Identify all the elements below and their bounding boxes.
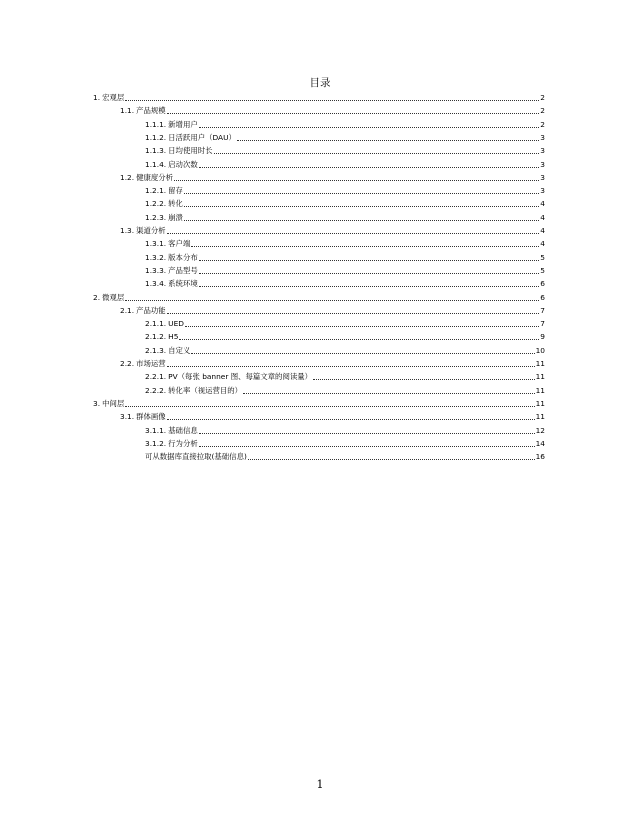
toc-entry-number: 1.1.4. xyxy=(145,159,167,169)
toc-entry-1-2[interactable] xyxy=(120,170,545,183)
toc-entry-label: 基础信息 xyxy=(168,425,198,435)
toc-entry-page: 7 xyxy=(540,305,545,315)
dot-leader xyxy=(199,273,540,274)
toc-entry-label: 产品型号 xyxy=(168,265,198,275)
toc-entry-page: 3 xyxy=(540,186,545,196)
toc-entry-label: 客户端 xyxy=(168,239,191,249)
toc-entry-number: 2.1.3. xyxy=(145,345,167,355)
toc-entry-label: 日活跃用户（DAU） xyxy=(168,132,236,142)
toc-entry-number: 1.2. xyxy=(120,172,135,182)
toc-entry-number: 1.3.3. xyxy=(145,265,167,275)
toc-entry-number: 1.1.3. xyxy=(145,146,167,156)
dot-leader xyxy=(199,167,540,168)
toc-entry-label: 健康度分析 xyxy=(136,172,174,182)
toc-entry-page: 9 xyxy=(540,332,545,342)
dot-leader xyxy=(313,379,535,380)
toc-entry-number: 3.1.1. xyxy=(145,425,167,435)
dot-leader xyxy=(167,233,540,234)
dot-leader xyxy=(167,366,535,367)
dot-leader xyxy=(243,393,535,394)
toc-entry-number: 1.1.1. xyxy=(145,119,167,129)
toc-entry-label: 产品规模 xyxy=(136,106,166,116)
toc-entry-1-1-3[interactable] xyxy=(145,143,545,156)
toc-entry-label: 留存 xyxy=(168,186,183,196)
dot-leader xyxy=(199,446,535,447)
toc-entry-label: 版本分布 xyxy=(168,252,198,262)
dot-leader xyxy=(191,353,534,354)
toc-entry-number: 1.3.4. xyxy=(145,279,167,289)
toc-entry-page: 3 xyxy=(540,146,545,156)
toc-entry-label: 中间层 xyxy=(102,398,125,408)
toc-entry-2-2-1[interactable] xyxy=(145,369,545,382)
toc-entry-page: 7 xyxy=(540,319,545,329)
toc-entry-3[interactable] xyxy=(93,396,545,409)
toc-entry-number: 2.2.2. xyxy=(145,385,167,395)
toc-entry-page: 11 xyxy=(535,385,545,395)
toc-entry-2-1-2[interactable] xyxy=(145,329,545,342)
toc-entry-1-1-1[interactable] xyxy=(145,117,545,130)
toc-entry-page: 11 xyxy=(535,372,545,382)
toc-entry-page: 11 xyxy=(535,398,545,408)
toc-entry-page: 11 xyxy=(535,359,545,368)
toc-entry-label: 启动次数 xyxy=(168,159,198,169)
dot-leader xyxy=(179,339,539,340)
toc-entry-1-1[interactable] xyxy=(120,103,545,116)
toc-entry-number: 1.2.1. xyxy=(145,186,167,196)
toc-title: 目录 xyxy=(309,77,331,89)
toc-entry-1-2-3[interactable] xyxy=(145,210,545,223)
dot-leader xyxy=(125,100,539,101)
toc-entry-2-2[interactable] xyxy=(120,356,545,369)
toc-entry-3-1[interactable] xyxy=(120,409,545,422)
toc-entry-page: 2 xyxy=(540,106,545,116)
dot-leader xyxy=(214,153,540,154)
toc-entry-page: 6 xyxy=(540,292,545,302)
toc-entry-page: 11 xyxy=(535,412,545,422)
toc-entry-label: 群体画像 xyxy=(136,412,166,422)
dot-leader xyxy=(125,300,539,301)
toc-entry-label: 宏观层 xyxy=(102,93,125,102)
toc-entry-number: 2.1.2. xyxy=(145,332,167,342)
toc-entry-number: 2.2. xyxy=(120,359,135,368)
toc-entry-page: 4 xyxy=(540,212,545,222)
toc-entry-1-2-1[interactable] xyxy=(145,183,545,196)
toc-entry-label: 渠道分析 xyxy=(136,226,166,235)
toc-entry-label: 日均使用时长 xyxy=(168,146,213,156)
toc-entry-2-1[interactable] xyxy=(120,303,545,316)
dot-leader xyxy=(184,206,539,207)
toc-entry-number: 2.1.1. xyxy=(145,319,167,329)
page-number: 1 xyxy=(316,778,324,791)
toc-entry-label: 市场运营 xyxy=(136,359,166,368)
toc-entry-label: UED xyxy=(168,319,184,329)
dot-leader xyxy=(199,433,535,434)
toc-entry-3-1-2[interactable] xyxy=(145,436,545,449)
toc-entry-page: 4 xyxy=(540,226,545,235)
toc-entry-page: 16 xyxy=(535,452,545,462)
toc-entry-page: 2 xyxy=(540,93,545,102)
toc-entry-2[interactable] xyxy=(93,290,545,303)
toc-entry-1-3-2[interactable] xyxy=(145,250,545,263)
toc-entry-1-2-2[interactable] xyxy=(145,196,545,209)
dot-leader xyxy=(125,406,534,407)
dot-leader xyxy=(191,246,539,247)
toc-entry-number: 2.2.1. xyxy=(145,372,167,382)
toc-entry-label: 可从数据库直接拉取(基础信息) xyxy=(145,452,247,462)
toc-entry-1-3-3[interactable] xyxy=(145,263,545,276)
toc-entry-label: PV（每张 banner 图、每篇文章的阅读量） xyxy=(168,372,313,382)
toc-entry-number: 2. xyxy=(93,292,101,302)
dot-leader xyxy=(185,326,539,327)
toc-entry-page: 4 xyxy=(540,239,545,249)
toc-entry-number: 3.1. xyxy=(120,412,135,422)
toc-entry-1-3[interactable] xyxy=(120,223,545,236)
toc-entry-page: 4 xyxy=(540,199,545,209)
toc-entry-number: 3. xyxy=(93,398,101,408)
dot-leader xyxy=(167,113,540,114)
dot-leader xyxy=(199,260,540,261)
toc-entry-page: 5 xyxy=(540,265,545,275)
dot-leader xyxy=(174,180,539,181)
toc-entry-1-3-4[interactable] xyxy=(145,276,545,289)
toc-entry-page: 2 xyxy=(540,119,545,129)
dot-leader xyxy=(184,193,539,194)
toc-entry-number: 1.3.2. xyxy=(145,252,167,262)
toc-entry-label: 转化率（视运营目的） xyxy=(168,385,243,395)
toc-entry-label: H5 xyxy=(168,332,179,342)
toc-entry-number: 1. xyxy=(93,93,101,102)
toc-entry-label: 微观层 xyxy=(102,292,125,302)
dot-leader xyxy=(184,220,539,221)
toc-entry-number: 2.1. xyxy=(120,305,135,315)
toc-entry-label: 崩溃 xyxy=(168,212,183,222)
toc-entry-3-1-1[interactable] xyxy=(145,423,545,436)
toc-entry-page: 10 xyxy=(535,345,545,355)
toc-entry-number: 3.1.2. xyxy=(145,438,167,448)
toc-entry-label: 转化 xyxy=(168,199,183,209)
toc-entry-page: 3 xyxy=(540,132,545,142)
toc-entry-number: 1.2.2. xyxy=(145,199,167,209)
dot-leader xyxy=(248,459,535,460)
dot-leader xyxy=(167,313,540,314)
toc-entry-1-1-2[interactable] xyxy=(145,130,545,143)
toc-entry-label: 新增用户 xyxy=(168,119,198,129)
toc-entry-number: 1.1. xyxy=(120,106,135,116)
toc-entry-2-1-1[interactable] xyxy=(145,316,545,329)
toc-entry-1-3-1[interactable] xyxy=(145,236,545,249)
dot-leader xyxy=(237,140,539,141)
toc-entry-page: 3 xyxy=(540,159,545,169)
toc-entry-label: 自定义 xyxy=(168,345,191,355)
toc-entry-label: 行为分析 xyxy=(168,438,198,448)
toc-entry-number: 1.3.1. xyxy=(145,239,167,249)
toc-entry-1-1-4[interactable] xyxy=(145,157,545,170)
toc-entry-number: 1.1.2. xyxy=(145,132,167,142)
dot-leader xyxy=(199,286,540,287)
toc-entry-page: 5 xyxy=(540,252,545,262)
toc-entry-number: 1.2.3. xyxy=(145,212,167,222)
toc-entry-database-extract[interactable] xyxy=(145,449,545,462)
dot-leader xyxy=(199,127,540,128)
toc-entry-page: 6 xyxy=(540,279,545,289)
toc-entry-1[interactable] xyxy=(93,90,545,103)
toc-entry-number: 1.3. xyxy=(120,226,135,235)
toc-entry-label: 系统环境 xyxy=(168,279,198,289)
toc-entry-2-1-3[interactable] xyxy=(145,343,545,356)
toc-entry-label: 产品功能 xyxy=(136,305,166,315)
toc-entry-page: 12 xyxy=(535,425,545,435)
toc-entry-page: 14 xyxy=(535,438,545,448)
toc-entry-page: 3 xyxy=(540,172,545,182)
dot-leader xyxy=(167,419,535,420)
toc-entry-2-2-2[interactable] xyxy=(145,383,545,396)
